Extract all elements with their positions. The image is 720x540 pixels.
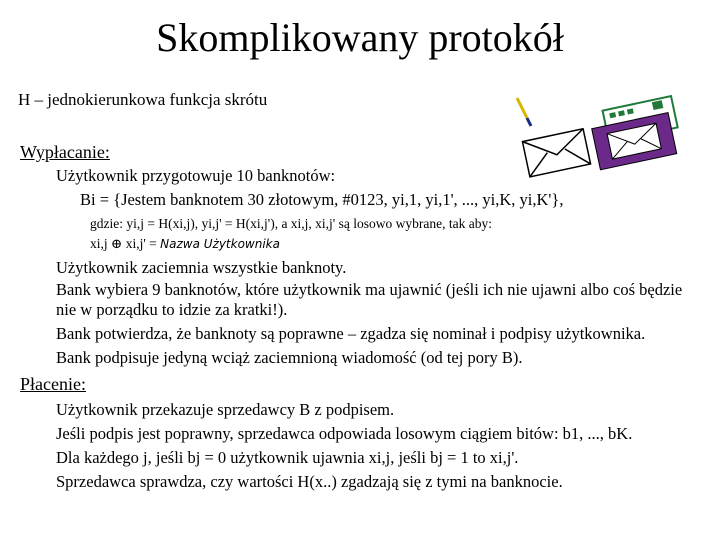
user-name-label: Nazwa Użytkownika <box>160 237 280 251</box>
xor-expression: xi,j ⊕ xi,j' = <box>90 236 161 251</box>
payment-line-4: Sprzedawca sprawdza, czy wartości H(x..) zgadzają się z tymi na banknocie. <box>56 472 563 491</box>
withdrawal-line-5: Użytkownik zaciemnia wszystkie banknoty. <box>56 258 347 277</box>
page-title: Skomplikowany protokół <box>156 15 564 60</box>
payment-line-1: Użytkownik przekazuje sprzedawcy B z podpisem. <box>56 400 395 419</box>
envelope-white-icon <box>522 129 590 177</box>
payment-line-3: Dla każdego j, jeśli bj = 0 użytkownik ujawnia xi,j, jeśli bj = 1 to xi,j'. <box>56 448 519 467</box>
hash-definition: H – jednokierunkowa funkcja skrótu <box>18 90 268 109</box>
withdrawal-line-3: gdzie: yi,j = H(xi,j), yi,j' = H(xi,j'), a xi,j, xi,j' są losowo wybrane, tak aby: <box>90 216 492 231</box>
withdrawal-line-2: Bi = {Jestem banknotem 30 złotowym, #0123, yi,1, yi,1', ..., yi,K, yi,K'}, <box>80 190 564 209</box>
withdrawal-heading: Wypłacanie: <box>20 142 110 162</box>
withdrawal-line-8: Bank podpisuje jedyną wciąż zaciemnioną wiadomość (od tej pory B). <box>56 348 523 367</box>
pen-icon <box>517 98 527 118</box>
withdrawal-line-4 <box>90 236 280 252</box>
payment-heading: Płacenie: <box>20 374 86 394</box>
envelopes-illustration <box>505 90 705 180</box>
withdrawal-line-7: Bank potwierdza, że banknoty są poprawne – zgadza się nominał i podpisy użytkownika. <box>56 324 646 343</box>
withdrawal-line-6-text: Bank wybiera 9 banknotów, które użytkownik ma ujawnić (jeśli ich nie ujawni albo coś będzie nie w porządku to idzie za kratki!). <box>56 280 683 319</box>
withdrawal-line-6 <box>56 280 696 320</box>
payment-line-2: Jeśli podpis jest poprawny, sprzedawca odpowiada losowym ciągiem bitów: b1, ..., bK. <box>56 424 633 443</box>
withdrawal-line-1: Użytkownik przygotowuje 10 banknotów: <box>56 166 336 185</box>
